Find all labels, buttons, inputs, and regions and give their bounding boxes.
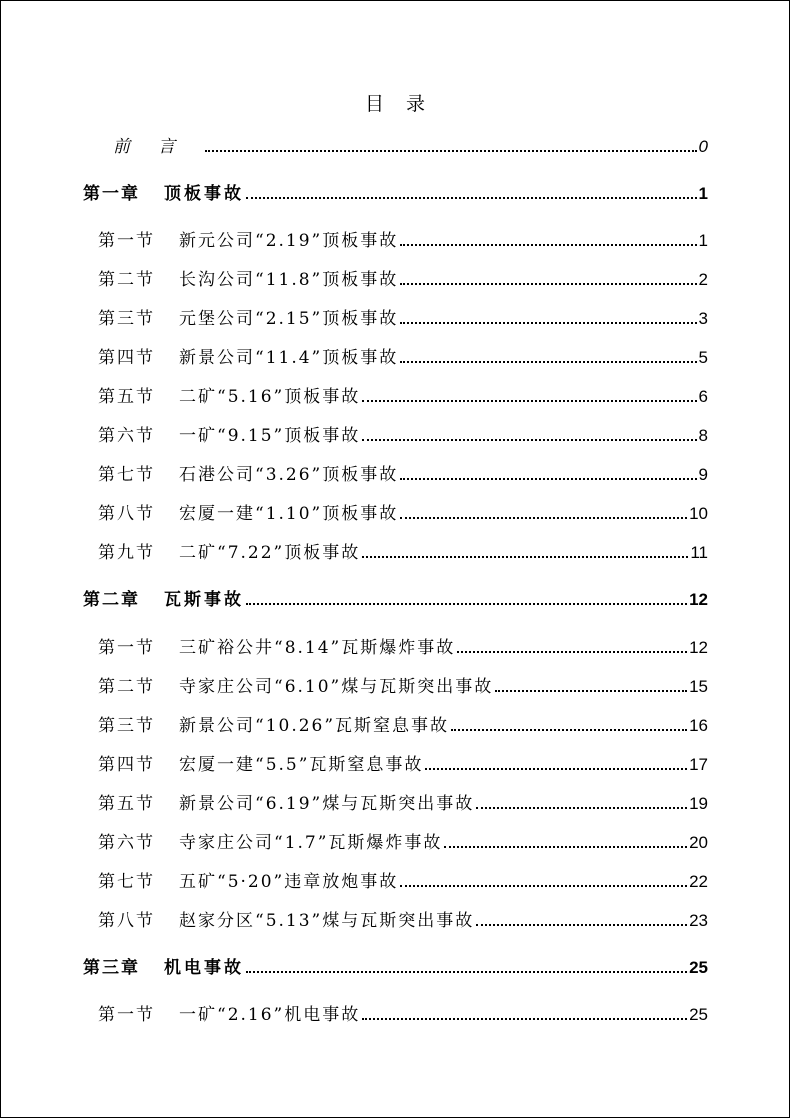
toc-page-number: 20 — [689, 833, 708, 852]
toc-section-2-8[interactable] — [98, 905, 708, 931]
toc-page-number: 22 — [689, 872, 708, 891]
dot-leader — [400, 885, 687, 887]
toc-page-number: 25 — [689, 1005, 708, 1024]
toc-page-number: 1 — [698, 231, 708, 250]
dot-leader — [400, 478, 696, 480]
toc-section-title: 二矿“5.16”顶板事故 — [179, 387, 361, 407]
dot-leader — [451, 729, 687, 731]
toc-chapter-label: 第二章 — [83, 590, 140, 610]
toc-page-number: 10 — [689, 504, 708, 523]
toc-page-number: 15 — [689, 677, 708, 696]
toc-section-title: 二矿“7.22”顶板事故 — [179, 543, 361, 563]
dot-leader — [362, 556, 688, 558]
toc-section-1-7[interactable] — [98, 459, 708, 485]
toc-section-title: 新景公司“11.4”顶板事故 — [179, 348, 399, 368]
toc-section-label: 第六节 — [98, 426, 155, 446]
toc-page-number: 25 — [689, 958, 708, 977]
toc-page-number: 11 — [690, 543, 708, 562]
toc-section-label: 第九节 — [98, 543, 155, 563]
dot-leader — [362, 439, 696, 441]
toc-chapter-3[interactable] — [83, 952, 708, 978]
toc-page-number: 2 — [698, 270, 708, 289]
toc-preface-label: 前言 — [113, 137, 203, 157]
toc-page-number: 5 — [698, 348, 708, 367]
dot-leader — [476, 924, 687, 926]
toc-page-number: 0 — [698, 137, 708, 156]
toc-chapter-label: 第一章 — [83, 184, 140, 204]
toc-section-3-1[interactable] — [98, 999, 708, 1025]
dot-leader — [362, 400, 696, 402]
toc-page-number: 3 — [698, 309, 708, 328]
dot-leader — [400, 517, 687, 519]
toc-section-label: 第三节 — [98, 716, 155, 736]
dot-leader — [362, 1018, 687, 1020]
toc-section-label: 第八节 — [98, 911, 155, 931]
toc-section-label: 第六节 — [98, 833, 155, 853]
toc-section-label: 第七节 — [98, 465, 155, 485]
dot-leader — [444, 846, 687, 848]
toc-section-title: 五矿“5·20”违章放炮事故 — [179, 872, 399, 892]
toc-section-2-6[interactable] — [98, 827, 708, 853]
dot-leader — [495, 690, 687, 692]
toc-page-number: 23 — [689, 911, 708, 930]
dot-leader — [457, 651, 687, 653]
toc-section-title: 新元公司“2.19”顶板事故 — [179, 231, 399, 251]
toc-page-number: 9 — [698, 465, 708, 484]
dot-leader — [400, 244, 696, 246]
toc-section-label: 第一节 — [98, 231, 155, 251]
toc-page-number: 1 — [698, 184, 708, 203]
toc-section-title: 赵家分区“5.13”煤与瓦斯突出事故 — [179, 911, 475, 931]
dot-leader — [400, 283, 696, 285]
toc-title: 目录 — [364, 93, 447, 115]
toc-section-2-1[interactable] — [98, 632, 708, 658]
toc-section-1-8[interactable] — [98, 498, 708, 524]
toc-section-title: 寺家庄公司“6.10”煤与瓦斯突出事故 — [179, 677, 494, 697]
toc-page-number: 16 — [689, 716, 708, 735]
dot-leader — [246, 197, 697, 199]
toc-chapter-1[interactable] — [83, 178, 708, 204]
toc-section-label: 第二节 — [98, 677, 155, 697]
toc-page-number: 12 — [689, 638, 708, 657]
toc-page-number: 19 — [689, 794, 708, 813]
toc-section-label: 第四节 — [98, 348, 155, 368]
toc-page-number: 12 — [689, 590, 708, 609]
toc-chapter-title: 顶板事故 — [164, 184, 244, 204]
toc-section-title: 新景公司“6.19”煤与瓦斯突出事故 — [179, 794, 475, 814]
dot-leader — [400, 361, 696, 363]
toc-section-title: 石港公司“3.26”顶板事故 — [179, 465, 399, 485]
toc-section-title: 宏厦一建“5.5”瓦斯窒息事故 — [179, 755, 424, 775]
toc-section-1-6[interactable] — [98, 420, 708, 446]
toc-section-2-3[interactable] — [98, 710, 708, 736]
toc-chapter-title: 机电事故 — [164, 958, 244, 978]
dot-leader — [205, 150, 697, 152]
toc-section-label: 第四节 — [98, 755, 155, 775]
dot-leader — [425, 768, 687, 770]
toc-section-2-5[interactable] — [98, 788, 708, 814]
toc-section-1-5[interactable] — [98, 381, 708, 407]
toc-chapter-2[interactable] — [83, 584, 708, 610]
toc-section-title: 一矿“2.16”机电事故 — [179, 1005, 361, 1025]
toc-section-1-3[interactable] — [98, 303, 708, 329]
toc-section-label: 第三节 — [98, 309, 155, 329]
toc-section-label: 第二节 — [98, 270, 155, 290]
toc-section-title: 三矿裕公井“8.14”瓦斯爆炸事故 — [179, 638, 456, 658]
toc-section-1-2[interactable] — [98, 264, 708, 290]
dot-leader — [476, 807, 687, 809]
toc-section-label: 第五节 — [98, 387, 155, 407]
toc-section-title: 宏厦一建“1.10”顶板事故 — [179, 504, 399, 524]
toc-section-2-7[interactable] — [98, 866, 708, 892]
toc-section-1-4[interactable] — [98, 342, 708, 368]
dot-leader — [400, 322, 696, 324]
toc-page-number: 8 — [698, 426, 708, 445]
toc-section-title: 寺家庄公司“1.7”瓦斯爆炸事故 — [179, 833, 443, 853]
toc-section-1-1[interactable] — [98, 225, 708, 251]
toc-section-2-2[interactable] — [98, 671, 708, 697]
toc-section-label: 第一节 — [98, 638, 155, 658]
toc-section-label: 第一节 — [98, 1005, 155, 1025]
toc-section-title: 长沟公司“11.8”顶板事故 — [179, 270, 399, 290]
toc-page-number: 17 — [689, 755, 708, 774]
toc-section-title: 元堡公司“2.15”顶板事故 — [179, 309, 399, 329]
toc-chapter-title: 瓦斯事故 — [164, 590, 244, 610]
dot-leader — [246, 603, 687, 605]
toc-section-1-9[interactable] — [98, 537, 708, 563]
toc-preface[interactable] — [113, 131, 708, 157]
toc-section-2-4[interactable] — [98, 749, 708, 775]
toc-chapter-label: 第三章 — [83, 958, 140, 978]
toc-section-title: 新景公司“10.26”瓦斯窒息事故 — [179, 716, 450, 736]
toc-section-label: 第五节 — [98, 794, 155, 814]
dot-leader — [246, 971, 687, 973]
toc-section-label: 第八节 — [98, 504, 155, 524]
toc-section-label: 第七节 — [98, 872, 155, 892]
toc-page-number: 6 — [698, 387, 708, 406]
toc-section-title: 一矿“9.15”顶板事故 — [179, 426, 361, 446]
